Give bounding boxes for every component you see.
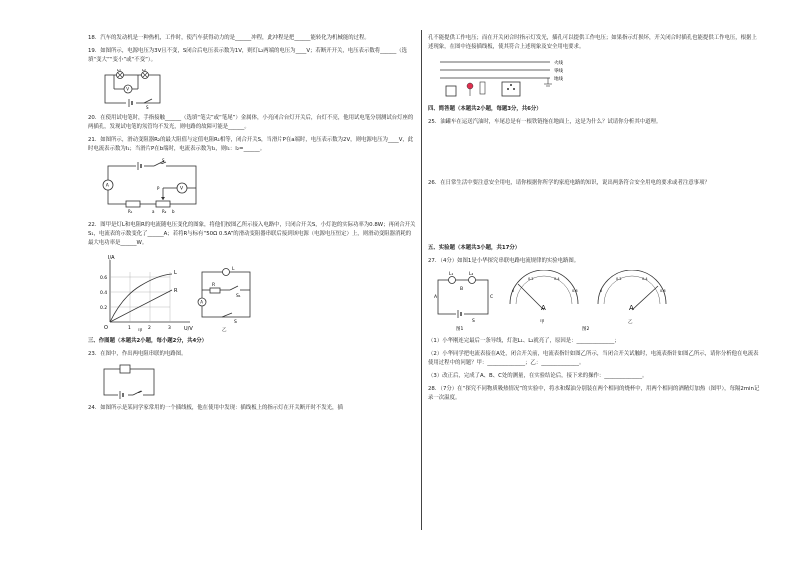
question-22: 22．图甲是灯L和电阻R的电流随电压变化的图象，将他们按图乙所示接入电路中，只闭合开关S，小灯泡的实际功率为0.8W；再闭合开关S₁，电流表的示数变化了______A；若将R与标有“50Ω 0.5A”的滑动变阻器串联后接到该电源（电源电压恒定）上，则滑动变阻器消耗的最大电功率是______W。 xyxy=(88,222,416,246)
q23-drawing-area xyxy=(100,363,160,399)
svg-text:图2: 图2 xyxy=(582,327,590,332)
svg-text:A: A xyxy=(200,299,204,305)
svg-text:A: A xyxy=(105,183,109,189)
section-3-heading: 三、作图题（本题共2小题，每小题2分，共4分） xyxy=(88,338,208,344)
svg-text:A: A xyxy=(541,304,546,312)
question-23: 23．在图中，作出两电阻串联的电路图。 xyxy=(88,351,187,357)
svg-text:A: A xyxy=(629,304,634,312)
svg-text:L₂: L₂ xyxy=(469,272,474,277)
question-24-continued: 孔不能提供工作电压；而在开关闭合时指示灯发光，插孔可以提供工作电压；如果指示灯损坏，开关闭合时插孔也能提供工作电压，根据上述现象，在图中连接插线板，使其符合上述现象及安全用电要求。 xyxy=(428,35,757,50)
svg-text:S: S xyxy=(234,320,237,325)
question-27-part-3: （3）改正后，完成了A、B、C处的测量，在实验结论后，接下来的操作：______________。 xyxy=(428,373,648,379)
svg-text:0.2: 0.2 xyxy=(528,277,534,281)
question-18: 18．汽车的发动机是一种热机，工作时，使汽车获得动力的是______冲程，此冲程是把______能转化为机械能的过程。 xyxy=(88,35,370,41)
svg-text:V: V xyxy=(180,186,184,192)
left-column xyxy=(88,34,416,417)
svg-text:0: 0 xyxy=(512,289,515,293)
svg-text:3: 3 xyxy=(168,326,171,331)
svg-text:0.6: 0.6 xyxy=(100,276,108,281)
svg-text:L₁: L₁ xyxy=(117,69,121,72)
rheostat-r2-icon xyxy=(156,201,170,207)
svg-text:R₁: R₁ xyxy=(128,209,133,214)
section-4-heading: 四、简答题（本题共2小题，每题3分，共6分） xyxy=(428,106,542,112)
resistor-icon xyxy=(210,288,220,293)
svg-text:R: R xyxy=(174,288,178,294)
column-divider xyxy=(421,30,422,530)
svg-text:0.4: 0.4 xyxy=(642,277,648,281)
svg-text:b: b xyxy=(172,209,175,214)
question-27-part-2: （2）小华同学把电流表接在A处，闭合开关前，电流表指针如图乙所示，当闭合开关试触时，电流表指针如图乙所示，请你分析他在电流表使用过程中的问题？甲：______________；乙：______________。 xyxy=(428,351,759,366)
svg-text:2: 2 xyxy=(148,326,151,331)
q19-circuit-diagram xyxy=(100,69,170,109)
needle-yi xyxy=(632,286,658,310)
section-5-heading: 五、实验题（本题共3小题，共17分） xyxy=(428,245,521,251)
svg-text:R: R xyxy=(212,283,216,288)
svg-text:0.2: 0.2 xyxy=(616,277,622,281)
svg-text:I/A: I/A xyxy=(108,255,115,261)
svg-text:S: S xyxy=(162,158,165,163)
svg-text:乙: 乙 xyxy=(222,328,227,332)
lamp-l2-icon xyxy=(469,277,476,284)
svg-text:1: 1 xyxy=(128,326,131,331)
svg-text:地线: 地线 xyxy=(554,77,563,82)
svg-text:a: a xyxy=(152,209,155,214)
q21-circuit-diagram xyxy=(100,158,210,216)
indicator-lamp-icon xyxy=(467,83,473,89)
question-20: 20．在使用试电笔时，手指接触______（选填“笔尖”或“笔尾”）金属体，小亮闭合台灯开关后，台灯不亮，他用试电笔分别测试台灯座的两插孔，发现试电笔的氖管均不发光，则电路的故障可能是______。 xyxy=(88,115,414,130)
svg-text:L: L xyxy=(232,267,235,272)
svg-text:0.2: 0.2 xyxy=(100,306,108,311)
svg-text:0.6: 0.6 xyxy=(660,289,666,293)
svg-text:B: B xyxy=(460,287,464,292)
svg-text:0: 0 xyxy=(600,289,603,293)
svg-text:0.4: 0.4 xyxy=(554,277,560,281)
svg-text:甲: 甲 xyxy=(138,329,143,332)
question-26: 26．在日常生活中要注意安全用电，请你根据你所学的家庭电路的知识，说出两条符合安全用电的要求或者注意事项？ xyxy=(428,180,710,186)
q27-figures xyxy=(432,270,672,332)
svg-text:甲: 甲 xyxy=(540,320,545,325)
svg-text:P: P xyxy=(157,186,160,191)
svg-text:V: V xyxy=(126,86,130,92)
lamp-icon xyxy=(223,269,230,276)
q22-figures xyxy=(100,252,260,332)
question-27-part-1: （1）小华刚连完最后一条导线，灯泡L₁、L₂就亮了，原因是：______________； xyxy=(428,338,620,344)
question-25: 25．油罐车在运送汽油时，车尾总是有一根铁链拖在地面上，这是为什么？试请你分析其中道理。 xyxy=(428,119,662,125)
svg-text:乙: 乙 xyxy=(628,320,633,325)
svg-text:U/V: U/V xyxy=(184,326,193,332)
svg-text:S: S xyxy=(472,319,475,324)
question-19: 19．如图所示，电源电压为3V且不变，S闭合后电压表示数为1V，则灯L₂两端的电压为____V；若断开开关，电压表示数将______（选填“变大”“变小”或“不变”）。 xyxy=(88,48,408,63)
svg-text:A: A xyxy=(434,295,438,300)
svg-text:S₁: S₁ xyxy=(236,294,241,299)
svg-text:R₂: R₂ xyxy=(162,209,167,214)
q22-iu-graph xyxy=(100,252,260,332)
question-21: 21．如图所示，滑动变阻器R₂的最大阻值与定值电阻R₁相等，闭合开关S，当滑片P在a端时，电压表示数为2V，则电源电压为____V，此时电流表示数为I₁；当滑片P在b端时，电流表示数为I₂，则I₁：I₂=______。 xyxy=(88,137,414,152)
q24-power-strip-diagram xyxy=(440,56,580,100)
right-column xyxy=(428,34,762,407)
question-27: 27．（4分）如图1是小华探究串联电路电流规律的实验电路图。 xyxy=(428,258,580,264)
question-28: 28．（7分）在“探究不同物质吸热情况”的实验中，将水和煤油分别装在两个相同的烧杯中，用两个相同的酒精灯加热（图甲），每隔2min记录一次温度。 xyxy=(428,386,760,401)
svg-text:L₂: L₂ xyxy=(142,69,146,72)
svg-text:零线: 零线 xyxy=(554,69,563,74)
svg-text:0.4: 0.4 xyxy=(100,291,108,296)
svg-text:L: L xyxy=(174,270,177,276)
svg-text:O: O xyxy=(104,325,108,331)
question-24: 24．如图所示是某同学家常用的一个插线板，他在使用中发现：插线板上的指示灯在开关断开时不发光，插 xyxy=(88,405,343,411)
resistor-icon xyxy=(480,82,485,94)
svg-text:C: C xyxy=(490,295,494,300)
curve-l xyxy=(110,274,172,322)
svg-text:S: S xyxy=(146,105,149,109)
ammeter-dial-jia xyxy=(510,270,578,304)
ammeter-dial-yi xyxy=(598,270,666,304)
svg-text:图1: 图1 xyxy=(456,327,464,332)
lamp-l1-icon xyxy=(449,277,456,284)
svg-text:火线: 火线 xyxy=(554,61,563,66)
resistor-r1-icon xyxy=(126,201,140,207)
svg-text:L₁: L₁ xyxy=(449,272,454,277)
switch-box-icon xyxy=(446,86,456,96)
svg-text:0.6: 0.6 xyxy=(572,289,578,293)
